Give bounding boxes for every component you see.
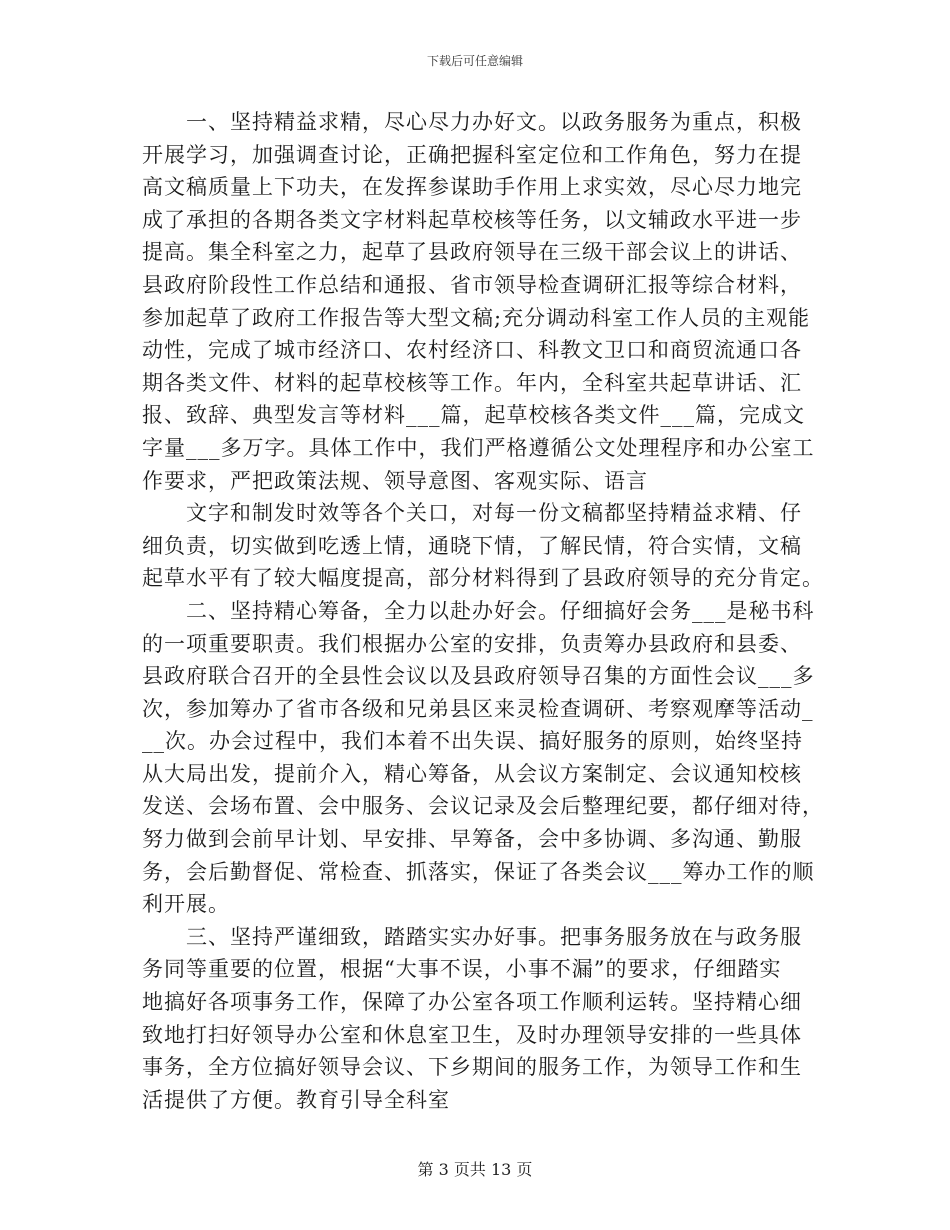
text-line: 从大局出发，提前介入，精心筹备，从会议方案制定、会议通知校核 xyxy=(142,761,802,786)
text-line: 的一项重要职责。我们根据办公室的安排，负责筹办县政府和县委、 xyxy=(142,631,802,656)
page-header: 下载后可任意编辑 xyxy=(426,54,523,68)
text-line: 利开展。 xyxy=(142,892,230,917)
text-line: 务，会后勤督促、常检查、抓落实，保证了各类会议___筹办工作的顺 xyxy=(142,859,815,884)
text-line: 起草水平有了较大幅度提高，部分材料得到了县政府领导的充分肯定。 xyxy=(142,566,824,591)
text-line: 地搞好各项事务工作，保障了办公室各项工作顺利运转。坚持精心细 xyxy=(142,990,802,1015)
text-line: 作要求，严把政策法规、领导意图、客观实际、语言 xyxy=(142,468,648,493)
text-line: 县政府阶段性工作总结和通报、省市领导检查调研汇报等综合材料， xyxy=(142,272,802,297)
text-line: 提高。集全科室之力，起草了县政府领导在三级干部会议上的讲话、 xyxy=(142,240,802,265)
text-line: 开展学习，加强调查讨论，正确把握科室定位和工作角色，努力在提 xyxy=(142,142,802,167)
text-line: 县政府联合召开的全县性会议以及县政府领导召集的方面性会议___多 xyxy=(142,664,815,689)
text-line: 高文稿质量上下功夫，在发挥参谋助手作用上求实效，尽心尽力地完 xyxy=(142,175,802,200)
text-line: 一、坚持精益求精，尽心尽力办好文。以政务服务为重点，积极 xyxy=(142,110,802,134)
text-line: 务同等重要的位置，根据“大事不误，小事不漏”的要求，仔细踏实 xyxy=(142,957,782,982)
paragraph xyxy=(142,497,824,595)
text-line: 事务，全方位搞好领导会议、下乡期间的服务工作，为领导工作和生 xyxy=(142,1055,802,1080)
text-line: 文字和制发时效等各个关口，对每一份文稿都坚持精益求精、仔 xyxy=(142,501,802,526)
text-line: 细负责，切实做到吃透上情，通晓下情，了解民情，符合实情，文稿 xyxy=(142,533,802,558)
text-line: 努力做到会前早计划、早安排、早筹备，会中多协调、多沟通、勤服 xyxy=(142,827,802,852)
text-line: 活提供了方便。教育引导全科室 xyxy=(142,1087,450,1112)
document-body xyxy=(142,106,824,1116)
text-line: 参加起草了政府工作报告等大型文稿;充分调动科室工作人员的主观能 xyxy=(142,305,811,330)
paragraph xyxy=(142,106,815,497)
text-line: 三、坚持严谨细致，踏踏实实办好事。把事务服务放在与政务服 xyxy=(142,924,802,949)
text-line: 动性，完成了城市经济口、农村经济口、科教文卫口和商贸流通口各 xyxy=(142,338,802,363)
page-number: 第 3 页共 13 页 xyxy=(417,1160,533,1179)
text-line: 期各类文件、材料的起草校核等工作。年内，全科室共起草讲话、汇 xyxy=(142,370,802,395)
text-line: 字量___多万字。具体工作中，我们严格遵循公文处理程序和办公室工 xyxy=(142,435,815,460)
text-line: 发送、会场布置、会中服务、会议记录及会后整理纪要，都仔细对待， xyxy=(142,794,824,819)
paragraph xyxy=(142,921,810,1117)
paragraph xyxy=(142,595,824,921)
text-line: 致地打扫好领导办公室和休息室卫生，及时办理领导安排的一些具体 xyxy=(142,1022,802,1047)
text-line: 二、坚持精心筹备，全力以赴办好会。仔细搞好会务___是秘书科 xyxy=(142,598,815,623)
text-line: 成了承担的各期各类文字材料起草校核等任务，以文辅政水平进一步 xyxy=(142,207,802,232)
text-line: 报、致辞、典型发言等材料___篇，起草校核各类文件___篇，完成文 xyxy=(142,403,805,428)
text-line: __次。办会过程中，我们本着不出失误、搞好服务的原则，始终坚持 xyxy=(142,729,803,754)
text-line: 次，参加筹办了省市各级和兄弟县区来灵检查调研、考察观摩等活动_ xyxy=(142,696,814,721)
